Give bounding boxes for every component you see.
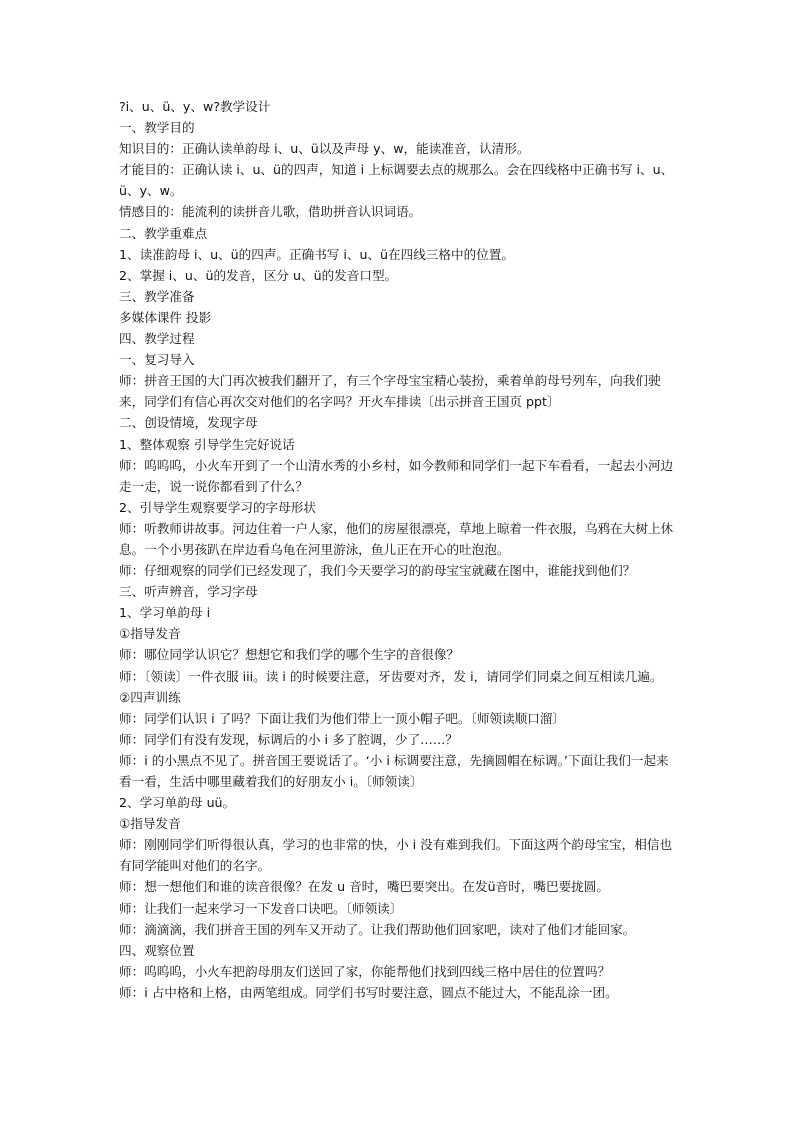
scenario-step-2: 2、引导学生观察要学习的字母形状: [119, 499, 316, 515]
teacher-line-5: 师：i 的小黑点不见了。拼音国王要说话了。‘小 i 标调要注意，先摘圆帽在标调。’下面让我们一起来看一看，生活中哪里藏着我们的好朋友小 i。〔师领读〕: [119, 752, 669, 789]
heading-scenario: 二、创设情境，发现字母: [119, 415, 258, 431]
teacher-line-2: 师：〔领读〕一件衣服 iii。读 i 的时候要注意，牙齿要对齐，发 i，请同学们同桌之间互相读几遍。: [119, 668, 663, 684]
preparation-text: 多媒体课件 投影: [119, 309, 212, 325]
key-point-1: 1、读准韵母 i、u、ü的四声。正确书写 i、u、ü在四线三格中的位置。: [119, 246, 514, 262]
pronunciation-guide-2: ①指导发音: [119, 816, 181, 832]
document-body: [119, 96, 679, 1003]
emotion-objective: 情感目的：能流利的读拼音儿歌，借助拼音认识词语。: [119, 204, 422, 220]
scenario-text-3: 师：仔细观察的同学们已经发现了，我们今天要学习的韵母宝宝就藏在图中，谁能找到他们？: [119, 563, 636, 579]
learn-u-heading: 2、学习单韵母 uü。: [119, 795, 236, 811]
heading-listening: 三、听声辨音，学习字母: [119, 584, 258, 600]
key-point-2: 2、掌握 i、u、ü的发音，区分 u、ü的发音口型。: [119, 267, 398, 283]
tone-training: ②四声训练: [119, 689, 181, 705]
heading-review: 一、复习导入: [119, 352, 195, 368]
teacher-line-10: 师：呜呜呜，小火车把韵母朋友们送回了家，你能帮他们找到四线三格中居住的位置吗？: [119, 963, 611, 979]
learn-i-heading: 1、学习单韵母 i: [119, 605, 211, 621]
heading-preparation: 三、教学准备: [119, 288, 195, 304]
document-title: ?i、u、ü、y、w?教学设计: [119, 99, 271, 114]
scenario-step-1: 1、整体观察 引导学生完好说话: [119, 436, 295, 452]
heading-key-points: 二、教学重难点: [119, 225, 208, 241]
heading-objectives: 一、教学目的: [119, 120, 195, 136]
teacher-line-1: 师：哪位同学认识它？想想它和我们学的哪个生字的音很像？: [119, 647, 460, 663]
teacher-line-3: 师：同学们认识 i 了吗？下面让我们为他们带上一顶小帽子吧。〔师领读顺口溜〕: [119, 710, 565, 726]
teacher-line-6: 师：刚刚同学们听得很认真，学习的也非常的快，小 i 没有难到我们。下面这两个韵母宝宝，相信也有同学能叫对他们的名字。: [119, 837, 673, 874]
review-text: 师：拼音王国的大门再次被我们翻开了，有三个字母宝宝精心装扮，乘着单韵母号列车，向我们驶来，同学们有信心再次交对他们的名字吗？开火车排读〔出示拼音王国页 ppt〕: [119, 373, 661, 410]
heading-process: 四、教学过程: [119, 331, 195, 347]
teacher-line-7: 师：想一想他们和谁的读音很像？在发 u 音时，嘴巴要突出。在发ü音时，嘴巴要拢圆。: [119, 879, 609, 895]
scenario-text-1: 师：呜呜呜，小火车开到了一个山清水秀的小乡村，如今教师和同学们一起下车看看，一起去小河边走一走，说一说你都看到了什么？: [119, 457, 674, 494]
teacher-line-8: 师：让我们一起来学习一下发音口诀吧。〔师领读〕: [119, 900, 403, 916]
ability-objective: 才能目的：正确认读 i、u、ü的四声，知道 i 上标调要去点的规那么。会在四线格中正确书写 i、u、ü、y、w。: [119, 162, 674, 199]
pronunciation-guide-1: ①指导发音: [119, 626, 181, 642]
scenario-text-2: 师：听教师讲故事。河边住着一户人家，他们的房屋很漂亮，草地上晾着一件衣服，乌鸦在大树上休息。一个小男孩趴在岸边看乌龟在河里游泳，鱼儿正在开心的吐泡泡。: [119, 520, 674, 557]
teacher-line-11: 师：i 占中格和上格，由两笔组成。同学们书写时要注意，圆点不能过大，不能乱涂一团。: [119, 984, 618, 1000]
heading-position: 四、观察位置: [119, 942, 195, 958]
knowledge-objective: 知识目的：正确认读单韵母 i、u、ü以及声母 y、w，能读准音，认清形。: [119, 141, 530, 157]
teacher-line-4: 师：同学们有没有发现，标调后的小 i 多了腔调，少了……？: [119, 731, 458, 747]
teacher-line-9: 师：滴滴滴，我们拼音王国的列车又开动了。让我们帮助他们回家吧，读对了他们才能回家。: [119, 921, 636, 937]
